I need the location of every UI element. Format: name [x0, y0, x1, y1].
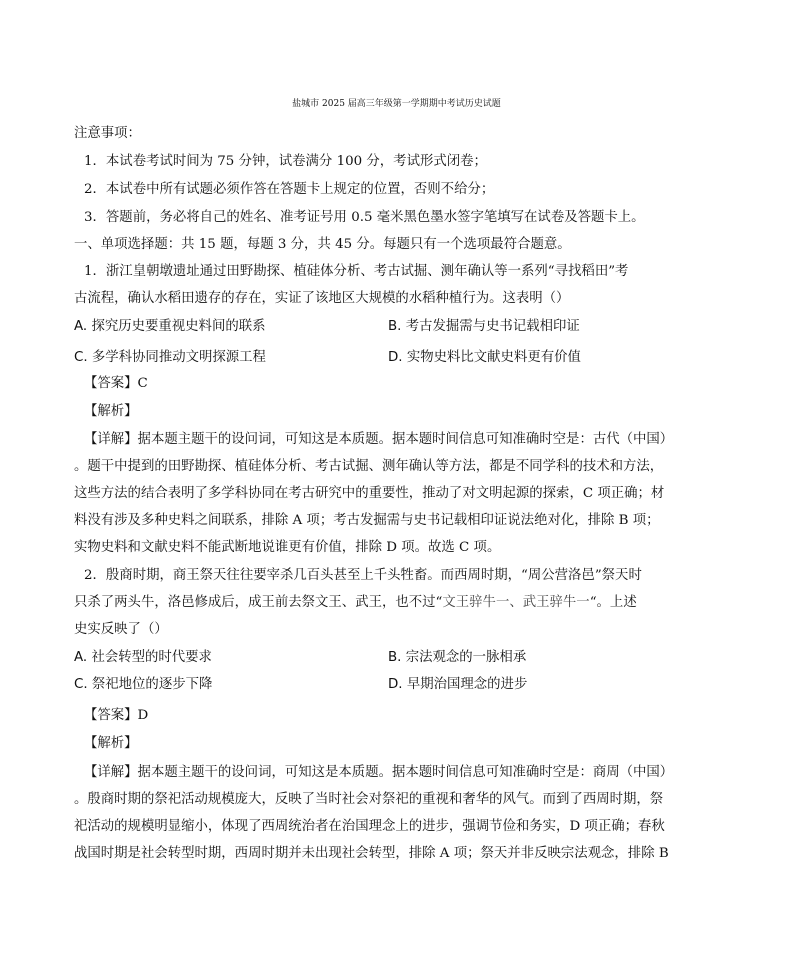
q2-stem-line2-part-a: 只杀了两头牛，洛邑修成后，成王前去祭文王、武王，也不过“: [74, 595, 443, 610]
q2-answer: 【答案】D: [84, 708, 149, 723]
q1-detail-line3: 这些方法的结合表明了多学科协同在考古研究中的重要性，推动了对文明起源的探索，C 项正确；材: [74, 486, 665, 501]
q1-detail-line2: 。题干中提到的田野勘探、植硅体分析、考古试掘、测年确认等方法，都是不同学科的技术和方法，: [74, 459, 664, 474]
section-heading: 一、单项选择题：共 15 题，每题 3 分，共 45 分。每题只有一个选项最符合题意。: [74, 237, 571, 252]
q2-detail-line2: 。殷商时期的祭祀活动规模庞大，反映了当时社会对祭祀的重视和奢华的风气。而到了西周时期，祭: [74, 792, 664, 807]
notice-heading: 注意事项：: [74, 126, 141, 141]
q1-option-b: B. 考古发掘需与史书记载相印证: [388, 319, 580, 334]
q1-analysis-label: 【解析】: [84, 404, 138, 419]
q2-stem-line3: 史实反映了（）: [74, 622, 168, 637]
notice-item-1: 1．本试卷考试时间为 75 分钟，试卷满分 100 分，考试形式闭卷；: [84, 154, 487, 169]
q2-detail-line1: 【详解】据本题主题干的设问词，可知这是本质题。据本题时间信息可知准确时空是：商周（中国）: [84, 765, 674, 780]
q1-stem-line2: 古流程，确认水稻田遗存的存在，实证了该地区大规模的水稻种植行为。这表明（）: [74, 291, 570, 306]
q2-option-d: D. 早期治国理念的进步: [388, 677, 528, 692]
q1-option-c: C. 多学科协同推动文明探源工程: [74, 350, 266, 365]
q2-stem-quote: 文王骍牛一、武王骍牛一: [442, 595, 590, 610]
q1-detail-line4: 料没有涉及多种史料之间联系，排除 A 项；考古发掘需与史书记载相印证说法绝对化，排除 B 项；: [74, 513, 660, 528]
q2-option-b: B. 宗法观念的一脉相承: [388, 650, 527, 665]
q1-stem-line1: 1．浙江皇朝墩遗址通过田野勘探、植硅体分析、考古试掘、测年确认等一系列“寻找稻田”考: [84, 264, 629, 279]
q1-answer: 【答案】C: [84, 376, 148, 391]
q2-option-c: C. 祭祀地位的逐步下降: [74, 677, 213, 692]
q1-detail-line1: 【详解】据本题主题干的设问词，可知这是本质题。据本题时间信息可知准确时空是：古代（中国）: [84, 432, 674, 447]
q1-detail-line5: 实物史料和文献史料不能武断地说谁更有价值，排除 D 项。故选 C 项。: [74, 540, 501, 555]
notice-item-2: 2．本试卷中所有试题必须作答在答题卡上规定的位置，否则不给分；: [84, 182, 495, 197]
q2-option-a: A. 社会转型的时代要求: [74, 650, 212, 665]
q2-detail-line4: 战国时期是社会转型时期，西周时期并未出现社会转型，排除 A 项；祭天并非反映宗法观念，排除 B: [74, 846, 669, 861]
q2-stem-line2-part-b: “。上述: [589, 595, 637, 610]
q2-stem-line1: 2．殷商时期，商王祭天往往要宰杀几百头甚至上千头牲畜。而西周时期，“周公营洛邑”祭天时: [84, 568, 642, 583]
q1-option-a: A. 探究历史要重视史料间的联系: [74, 319, 266, 334]
q2-stem-line2: [74, 593, 694, 613]
page-title: 盐城市 2025 届高三年级第一学期期中考试历史试题: [292, 99, 501, 109]
q2-detail-line3: 祀活动的规模明显缩小，体现了西周统治者在治国理念上的进步，强调节俭和务实，D 项正确；春秋: [74, 819, 665, 834]
q2-analysis-label: 【解析】: [84, 736, 138, 751]
notice-item-3: 3．答题前，务必将自己的姓名、准考证号用 0.5 毫米黑色墨水签字笔填写在试卷及答题卡上。: [84, 210, 645, 225]
q1-option-d: D. 实物史料比文献史料更有价值: [388, 350, 581, 365]
